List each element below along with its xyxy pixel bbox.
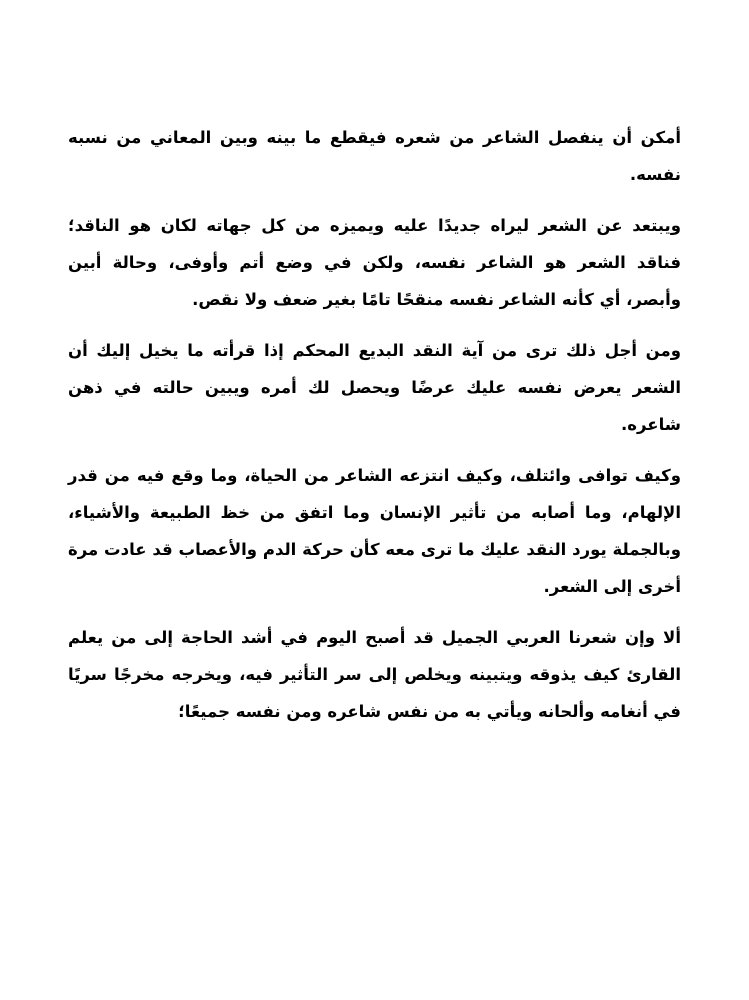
paragraph: أمكن أن ينفصل الشاعر من شعره فيقطع ما بينه وبين المعاني من نسبه نفسه. (68, 128, 681, 184)
body-text (68, 119, 681, 744)
paragraph: وكيف توافى وائتلف، وكيف انتزعه الشاعر من الحياة، وما وقع فيه من قدر الإلهام، وما أصابه من تأثير الإنسان وما اتفق من خظ الطبيعة والأشياء، وبالجملة يورد النقد عليك ما ترى معه كأن حركة الدم والأعصاب قد عادت مرة أخرى إلى الشعر. (68, 466, 681, 596)
paragraph: ويبتعد عن الشعر ليراه جديدًا عليه ويميزه من كل جهاته لكان هو الناقد؛ فناقد الشعر هو الشاعر نفسه، ولكن في وضع أتم وأوفى، وحالة أبين وأبصر، أي كأنه الشاعر نفسه منقحًا تامًا بغير ضعف ولا نقص. (68, 216, 681, 309)
paragraph: ومن أجل ذلك ترى من آية النقد البديع المحكم إذا قرأته ما يخيل إليك أن الشعر يعرض نفسه عليك عرضًا ويحصل لك أمره ويبين حالته في ذهن شاعره. (68, 341, 681, 434)
paragraph: ألا وإن شعرنا العربي الجميل قد أصبح اليوم في أشد الحاجة إلى من يعلم القارئ كيف يذوقه ويتبينه ويخلص إلى سر التأثير فيه، ويخرجه مخرجًا سريًا في أنغامه وألحانه ويأتي به من نفس شاعره ومن نفسه جميعًا؛ (68, 628, 681, 721)
